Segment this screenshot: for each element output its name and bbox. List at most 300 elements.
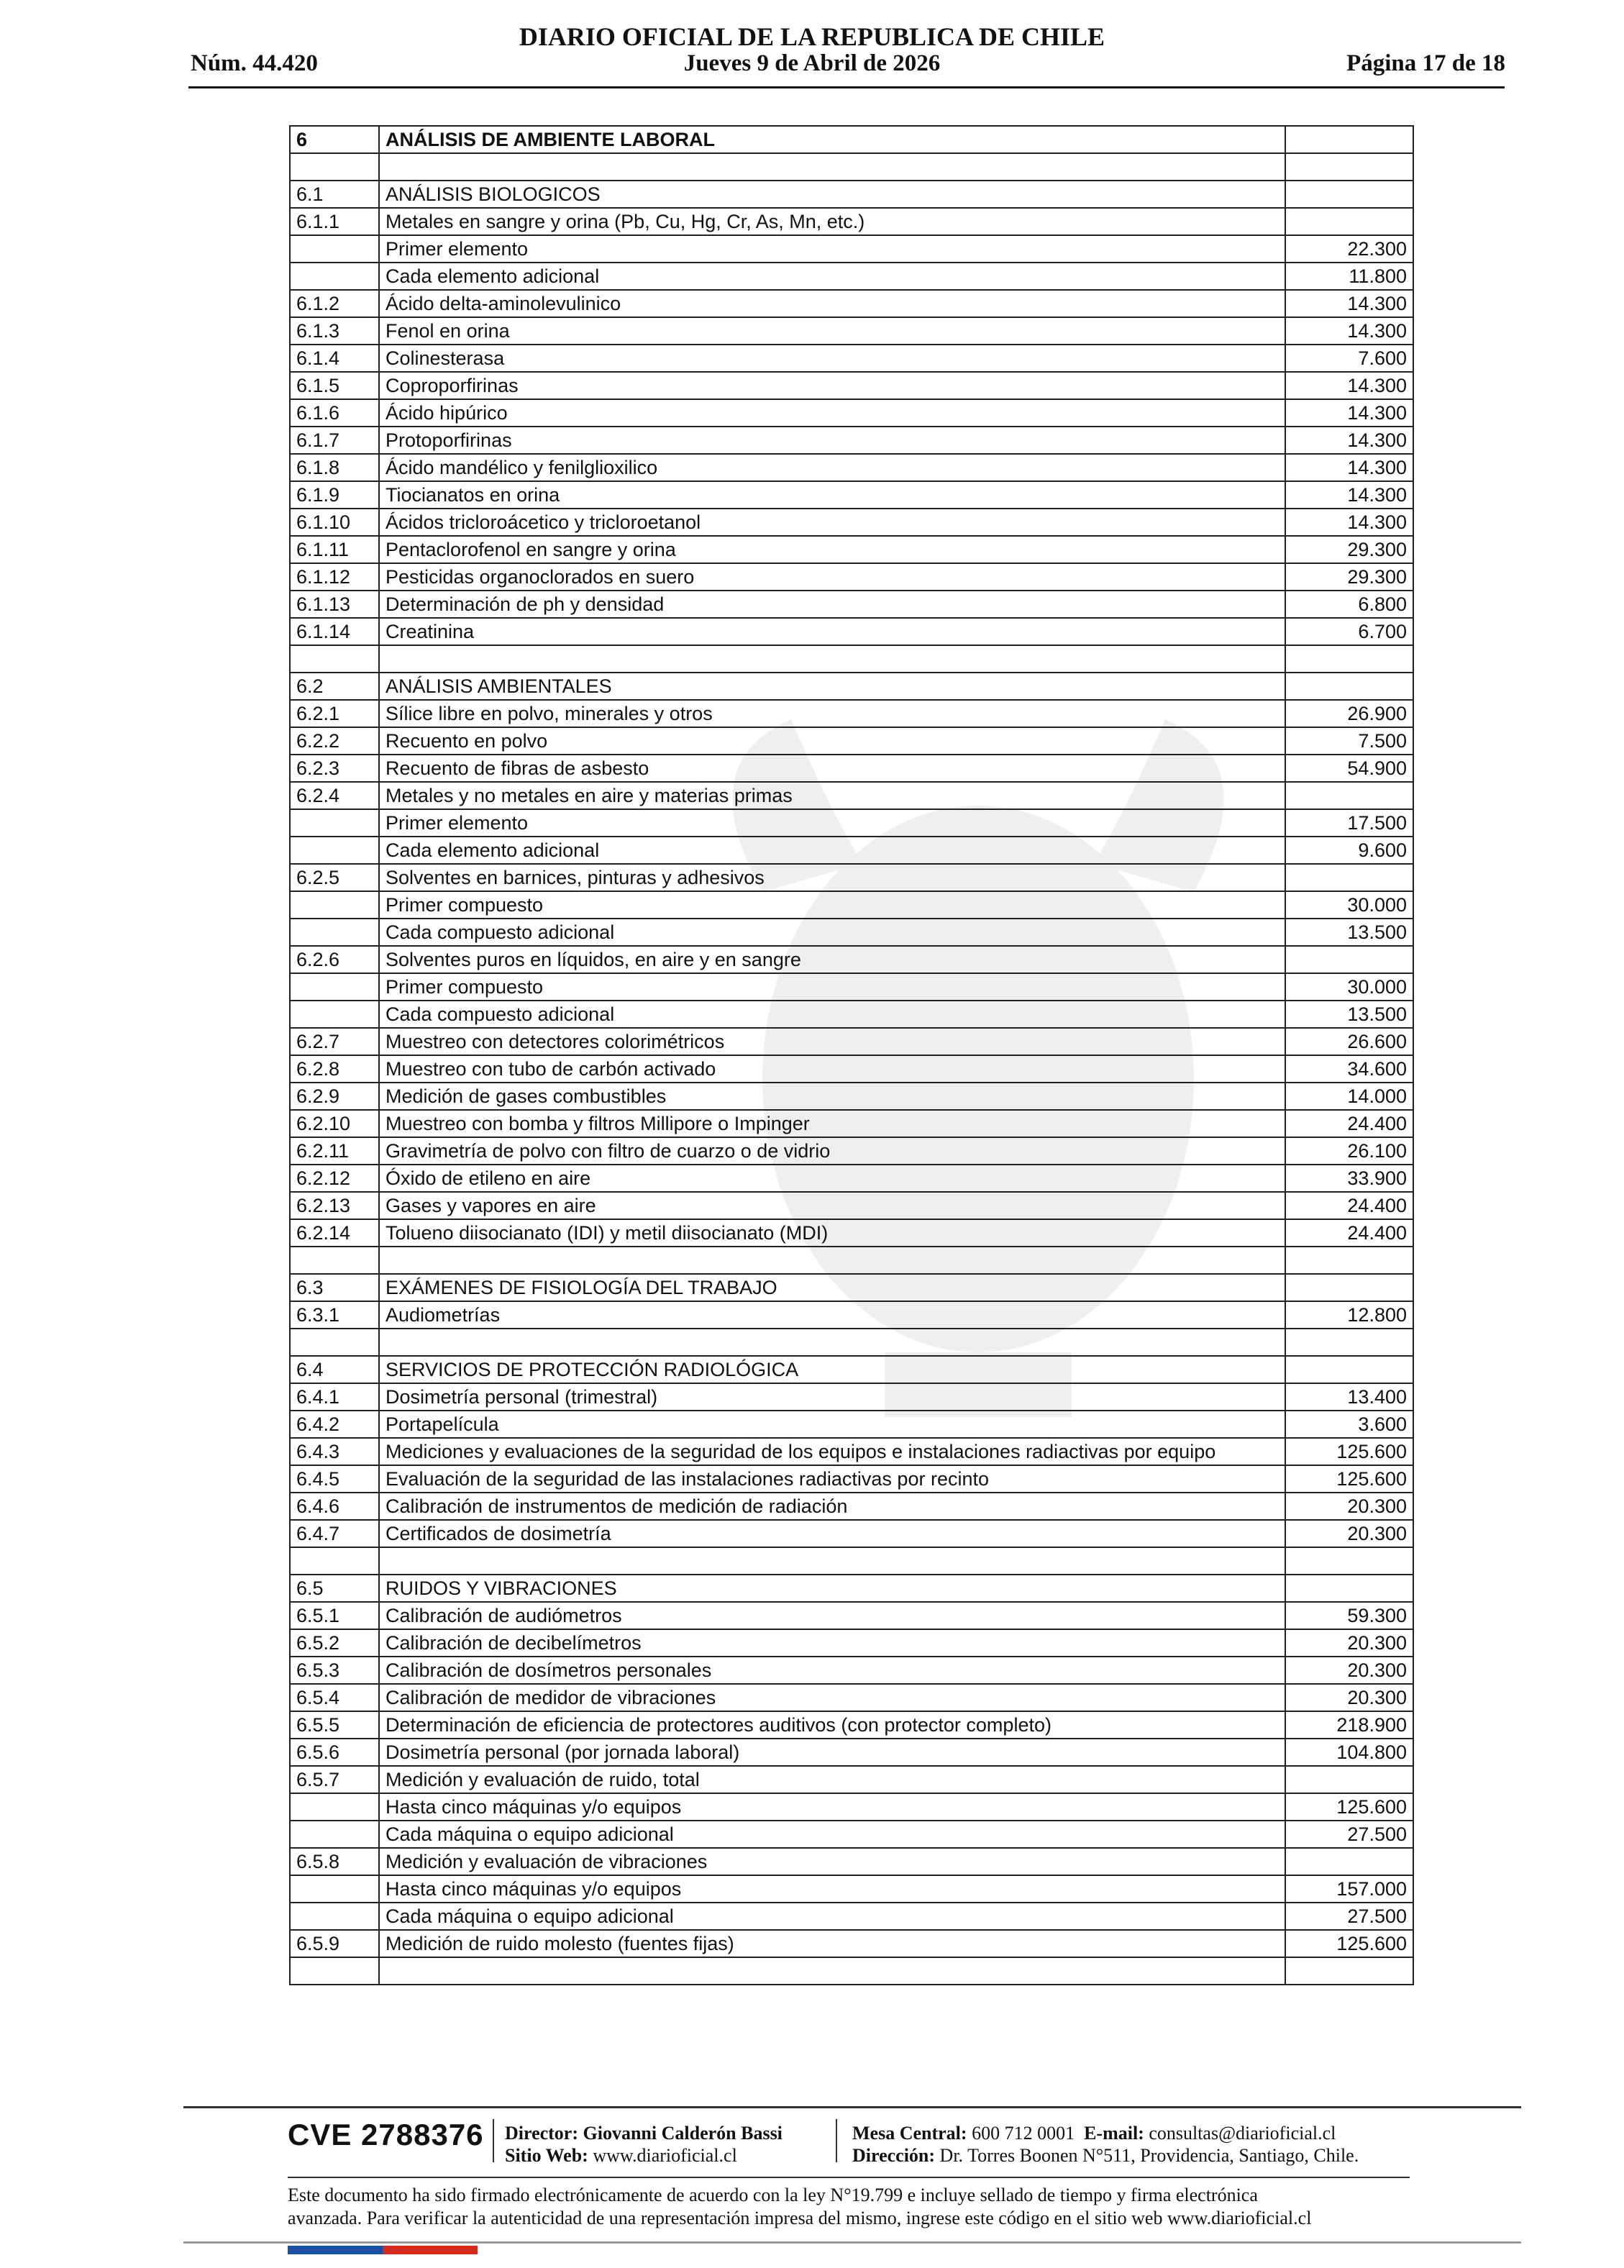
row-price xyxy=(1285,1274,1413,1301)
row-code: 6.4.3 xyxy=(290,1438,379,1465)
row-price: 14.300 xyxy=(1285,317,1413,345)
phone-value: 600 712 0001 xyxy=(972,2123,1075,2144)
row-description: Cada máquina o equipo adicional xyxy=(379,1821,1285,1848)
row-price: 125.600 xyxy=(1285,1793,1413,1821)
row-description: Hasta cinco máquinas y/o equipos xyxy=(379,1875,1285,1903)
row-code: 6.1.10 xyxy=(290,509,379,536)
row-code: 6.4 xyxy=(290,1356,379,1383)
row-code: 6.1.6 xyxy=(290,399,379,427)
table-row xyxy=(290,1219,1413,1247)
row-code: 6.1.1 xyxy=(290,208,379,235)
row-price: 26.900 xyxy=(1285,700,1413,727)
row-description: Cada elemento adicional xyxy=(379,837,1285,864)
table-row xyxy=(290,290,1413,317)
row-price: 7.600 xyxy=(1285,345,1413,372)
row-price: 7.500 xyxy=(1285,727,1413,755)
row-description: Determinación de eficiencia de protectores auditivos (con protector completo) xyxy=(379,1711,1285,1739)
row-description: Tolueno diisocianato (IDI) y metil diisocianato (MDI) xyxy=(379,1219,1285,1247)
footer-separator xyxy=(493,2119,494,2162)
row-price: 14.000 xyxy=(1285,1083,1413,1110)
row-price: 24.400 xyxy=(1285,1219,1413,1247)
table-row xyxy=(290,1110,1413,1137)
row-price xyxy=(1285,181,1413,208)
email-link[interactable]: consultas@diarioficial.cl xyxy=(1149,2123,1336,2144)
row-description: Muestreo con detectores colorimétricos xyxy=(379,1028,1285,1055)
row-code: 6.2.13 xyxy=(290,1192,379,1219)
row-description: Gravimetría de polvo con filtro de cuarzo o de vidrio xyxy=(379,1137,1285,1165)
table-row xyxy=(290,208,1413,235)
row-price: 14.300 xyxy=(1285,454,1413,481)
row-code xyxy=(290,235,379,263)
table-row xyxy=(290,1465,1413,1493)
row-description: Ácido hipúrico xyxy=(379,399,1285,427)
row-price xyxy=(1285,864,1413,891)
row-description xyxy=(379,1329,1285,1356)
issue-number: Núm. 44.420 xyxy=(191,50,318,76)
table-row xyxy=(290,1684,1413,1711)
table-row xyxy=(290,1875,1413,1903)
price-table xyxy=(289,125,1414,1985)
table-row xyxy=(290,345,1413,372)
table-row xyxy=(290,454,1413,481)
table-row xyxy=(290,1274,1413,1301)
row-description: Pentaclorofenol en sangre y orina xyxy=(379,536,1285,563)
row-code: 6.2 xyxy=(290,673,379,700)
table-row xyxy=(290,1520,1413,1547)
row-description: Primer compuesto xyxy=(379,891,1285,919)
row-code xyxy=(290,1875,379,1903)
row-price: 34.600 xyxy=(1285,1055,1413,1083)
row-code xyxy=(290,891,379,919)
row-description: Muestreo con tubo de carbón activado xyxy=(379,1055,1285,1083)
row-code: 6.5.8 xyxy=(290,1848,379,1875)
row-description: Recuento en polvo xyxy=(379,727,1285,755)
row-price: 29.300 xyxy=(1285,563,1413,591)
director-name: Giovanni Calderón Bassi xyxy=(583,2123,783,2144)
row-price: 3.600 xyxy=(1285,1411,1413,1438)
row-price xyxy=(1285,1329,1413,1356)
table-row xyxy=(290,563,1413,591)
row-price: 125.600 xyxy=(1285,1438,1413,1465)
table-row xyxy=(290,1602,1413,1629)
row-price xyxy=(1285,782,1413,809)
row-description: ANÁLISIS BIOLOGICOS xyxy=(379,181,1285,208)
row-code: 6.2.14 xyxy=(290,1219,379,1247)
row-code: 6.5.4 xyxy=(290,1684,379,1711)
row-price xyxy=(1285,1547,1413,1575)
row-description: Certificados de dosimetría xyxy=(379,1520,1285,1547)
row-description: Determinación de ph y densidad xyxy=(379,591,1285,618)
row-code: 6.1.8 xyxy=(290,454,379,481)
table-row xyxy=(290,1438,1413,1465)
row-description: Mediciones y evaluaciones de la seguridad de los equipos e instalaciones radiactivas por equipo xyxy=(379,1438,1285,1465)
table-row xyxy=(290,126,1413,153)
table-row xyxy=(290,399,1413,427)
row-price: 9.600 xyxy=(1285,837,1413,864)
row-price xyxy=(1285,1848,1413,1875)
row-description: Calibración de decibelímetros xyxy=(379,1629,1285,1657)
row-code: 6.4.6 xyxy=(290,1493,379,1520)
row-description: Cada máquina o equipo adicional xyxy=(379,1903,1285,1930)
row-code xyxy=(290,1793,379,1821)
row-description xyxy=(379,1247,1285,1274)
director-label: Director: xyxy=(505,2123,579,2144)
row-code xyxy=(290,263,379,290)
table-row xyxy=(290,509,1413,536)
row-description: Dosimetría personal (trimestral) xyxy=(379,1383,1285,1411)
phone-label: Mesa Central: xyxy=(852,2123,967,2144)
row-code xyxy=(290,1247,379,1274)
row-description xyxy=(379,645,1285,673)
row-code: 6.2.12 xyxy=(290,1165,379,1192)
row-code: 6.2.6 xyxy=(290,946,379,973)
row-price: 24.400 xyxy=(1285,1110,1413,1137)
row-description: Protoporfirinas xyxy=(379,427,1285,454)
row-code: 6 xyxy=(290,126,379,153)
website-label: Sitio Web: xyxy=(505,2145,588,2166)
issue-date: Jueves 9 de Abril de 2026 xyxy=(683,50,941,76)
row-description: SERVICIOS DE PROTECCIÓN RADIOLÓGICA xyxy=(379,1356,1285,1383)
row-price: 20.300 xyxy=(1285,1493,1413,1520)
publication-title: DIARIO OFICIAL DE LA REPUBLICA DE CHILE xyxy=(519,22,1105,51)
table-row xyxy=(290,1083,1413,1110)
row-description xyxy=(379,153,1285,181)
row-description xyxy=(379,1957,1285,1985)
table-row xyxy=(290,1055,1413,1083)
row-code xyxy=(290,645,379,673)
row-code: 6.1.3 xyxy=(290,317,379,345)
table-row xyxy=(290,1793,1413,1821)
row-price: 20.300 xyxy=(1285,1684,1413,1711)
table-row xyxy=(290,946,1413,973)
row-code: 6.1.11 xyxy=(290,536,379,563)
row-description: Colinesterasa xyxy=(379,345,1285,372)
row-code: 6.2.11 xyxy=(290,1137,379,1165)
row-description: Gases y vapores en aire xyxy=(379,1192,1285,1219)
row-description: Coproporfirinas xyxy=(379,372,1285,399)
row-code: 6.4.7 xyxy=(290,1520,379,1547)
legal-notice xyxy=(288,2184,1438,2230)
row-code: 6.5 xyxy=(290,1575,379,1602)
row-description: Evaluación de la seguridad de las instalaciones radiactivas por recinto xyxy=(379,1465,1285,1493)
row-code xyxy=(290,1957,379,1985)
row-code: 6.2.5 xyxy=(290,864,379,891)
row-code: 6.1.4 xyxy=(290,345,379,372)
row-price xyxy=(1285,946,1413,973)
row-code: 6.5.1 xyxy=(290,1602,379,1629)
row-description: Sílice libre en polvo, minerales y otros xyxy=(379,700,1285,727)
row-description: Dosimetría personal (por jornada laboral) xyxy=(379,1739,1285,1766)
row-description: EXÁMENES DE FISIOLOGÍA DEL TRABAJO xyxy=(379,1274,1285,1301)
row-price: 14.300 xyxy=(1285,509,1413,536)
table-row xyxy=(290,1137,1413,1165)
table-row xyxy=(290,1001,1413,1028)
table-row xyxy=(290,1028,1413,1055)
table-row xyxy=(290,153,1413,181)
footer-contact-block xyxy=(852,2122,1359,2167)
row-description: Cada elemento adicional xyxy=(379,263,1285,290)
table-row xyxy=(290,782,1413,809)
row-price: 20.300 xyxy=(1285,1629,1413,1657)
row-description: Tiocianatos en orina xyxy=(379,481,1285,509)
row-description: Ácido delta-aminolevulinico xyxy=(379,290,1285,317)
table-row xyxy=(290,1383,1413,1411)
row-description: Cada compuesto adicional xyxy=(379,919,1285,946)
row-code: 6.3.1 xyxy=(290,1301,379,1329)
row-price: 54.900 xyxy=(1285,755,1413,782)
table-row xyxy=(290,536,1413,563)
row-code xyxy=(290,1903,379,1930)
table-row xyxy=(290,1657,1413,1684)
table-row xyxy=(290,372,1413,399)
table-row xyxy=(290,317,1413,345)
table-row xyxy=(290,1192,1413,1219)
row-code xyxy=(290,1329,379,1356)
row-price: 13.500 xyxy=(1285,1001,1413,1028)
header-divider xyxy=(188,86,1505,88)
table-row xyxy=(290,1493,1413,1520)
table-row xyxy=(290,591,1413,618)
table-row xyxy=(290,481,1413,509)
row-price: 29.300 xyxy=(1285,536,1413,563)
bottom-divider xyxy=(183,2241,1521,2244)
row-price: 14.300 xyxy=(1285,427,1413,454)
row-description: Fenol en orina xyxy=(379,317,1285,345)
row-price xyxy=(1285,153,1413,181)
row-price: 20.300 xyxy=(1285,1520,1413,1547)
row-code: 6.1.2 xyxy=(290,290,379,317)
row-code: 6.3 xyxy=(290,1274,379,1301)
row-description: Calibración de dosímetros personales xyxy=(379,1657,1285,1684)
cve-code: CVE 2788376 xyxy=(288,2118,484,2151)
table-row xyxy=(290,1329,1413,1356)
row-code: 6.5.3 xyxy=(290,1657,379,1684)
row-price: 24.400 xyxy=(1285,1192,1413,1219)
row-description: Ácidos tricloroácetico y tricloroetanol xyxy=(379,509,1285,536)
row-price: 33.900 xyxy=(1285,1165,1413,1192)
row-code: 6.1.12 xyxy=(290,563,379,591)
row-price: 26.600 xyxy=(1285,1028,1413,1055)
table-row xyxy=(290,1165,1413,1192)
table-row xyxy=(290,427,1413,454)
table-row xyxy=(290,618,1413,645)
footer-director-block xyxy=(505,2122,783,2167)
row-price: 27.500 xyxy=(1285,1903,1413,1930)
row-description: RUIDOS Y VIBRACIONES xyxy=(379,1575,1285,1602)
row-description: Primer elemento xyxy=(379,235,1285,263)
table-row xyxy=(290,1848,1413,1875)
row-description: Ácido mandélico y fenilglioxilico xyxy=(379,454,1285,481)
footer-divider xyxy=(183,2106,1521,2108)
table-row xyxy=(290,235,1413,263)
row-code xyxy=(290,1821,379,1848)
row-description: Medición y evaluación de ruido, total xyxy=(379,1766,1285,1793)
row-price: 22.300 xyxy=(1285,235,1413,263)
row-price: 157.000 xyxy=(1285,1875,1413,1903)
row-description: Pesticidas organoclorados en suero xyxy=(379,563,1285,591)
row-price: 14.300 xyxy=(1285,399,1413,427)
table-row xyxy=(290,973,1413,1001)
row-description: Audiometrías xyxy=(379,1301,1285,1329)
table-row xyxy=(290,1356,1413,1383)
address-label: Dirección: xyxy=(852,2145,936,2166)
row-description: Medición y evaluación de vibraciones xyxy=(379,1848,1285,1875)
row-price: 17.500 xyxy=(1285,809,1413,837)
row-code: 6.2.3 xyxy=(290,755,379,782)
flag-red-stripe xyxy=(383,2246,478,2254)
row-code: 6.4.1 xyxy=(290,1383,379,1411)
row-price xyxy=(1285,1575,1413,1602)
row-code: 6.2.10 xyxy=(290,1110,379,1137)
row-code xyxy=(290,973,379,1001)
row-price: 14.300 xyxy=(1285,372,1413,399)
row-price: 20.300 xyxy=(1285,1657,1413,1684)
row-description: Calibración de audiómetros xyxy=(379,1602,1285,1629)
row-description: Cada compuesto adicional xyxy=(379,1001,1285,1028)
footer-separator xyxy=(836,2119,837,2162)
row-description: Metales en sangre y orina (Pb, Cu, Hg, Cr, As, Mn, etc.) xyxy=(379,208,1285,235)
row-description: Muestreo con bomba y filtros Millipore o Impinger xyxy=(379,1110,1285,1137)
row-code xyxy=(290,1547,379,1575)
table-row xyxy=(290,727,1413,755)
row-code: 6.1.5 xyxy=(290,372,379,399)
table-row xyxy=(290,263,1413,290)
row-price xyxy=(1285,1957,1413,1985)
row-code xyxy=(290,153,379,181)
row-price: 11.800 xyxy=(1285,263,1413,290)
row-code: 6.4.5 xyxy=(290,1465,379,1493)
row-code: 6.5.5 xyxy=(290,1711,379,1739)
table-row xyxy=(290,1821,1413,1848)
row-description: ANÁLISIS DE AMBIENTE LABORAL xyxy=(379,126,1285,153)
row-price: 13.500 xyxy=(1285,919,1413,946)
row-description: Creatinina xyxy=(379,618,1285,645)
row-price: 218.900 xyxy=(1285,1711,1413,1739)
row-code: 6.2.9 xyxy=(290,1083,379,1110)
footer-divider xyxy=(288,2177,1410,2178)
address-value: Dr. Torres Boonen N°511, Providencia, Santiago, Chile. xyxy=(939,2145,1359,2166)
table-row xyxy=(290,1547,1413,1575)
row-description: Óxido de etileno en aire xyxy=(379,1165,1285,1192)
table-row xyxy=(290,1903,1413,1930)
row-price: 26.100 xyxy=(1285,1137,1413,1165)
row-price: 14.300 xyxy=(1285,290,1413,317)
row-price xyxy=(1285,1356,1413,1383)
row-code: 6.2.8 xyxy=(290,1055,379,1083)
row-price: 104.800 xyxy=(1285,1739,1413,1766)
page-indicator: Página 17 de 18 xyxy=(1346,50,1505,76)
table-row xyxy=(290,755,1413,782)
row-code xyxy=(290,837,379,864)
row-code: 6.1.14 xyxy=(290,618,379,645)
legal-line: avanzada. Para verificar la autenticidad de una representación impresa del mismo, ingrese este código en el sitio web www.diarioficial.cl xyxy=(288,2208,1312,2228)
row-price: 125.600 xyxy=(1285,1930,1413,1957)
table-row xyxy=(290,1411,1413,1438)
row-code: 6.1.13 xyxy=(290,591,379,618)
row-description: Primer compuesto xyxy=(379,973,1285,1001)
row-price: 59.300 xyxy=(1285,1602,1413,1629)
table-row xyxy=(290,1957,1413,1985)
row-code: 6.2.1 xyxy=(290,700,379,727)
table-row xyxy=(290,1766,1413,1793)
row-description: Metales y no metales en aire y materias primas xyxy=(379,782,1285,809)
row-code: 6.1 xyxy=(290,181,379,208)
row-price: 27.500 xyxy=(1285,1821,1413,1848)
flag-blue-stripe xyxy=(288,2246,383,2254)
row-description: Solventes puros en líquidos, en aire y en sangre xyxy=(379,946,1285,973)
email-label: E-mail: xyxy=(1084,2123,1144,2144)
row-code: 6.2.7 xyxy=(290,1028,379,1055)
row-code: 6.1.7 xyxy=(290,427,379,454)
table-row xyxy=(290,837,1413,864)
row-price: 30.000 xyxy=(1285,891,1413,919)
row-description: Solventes en barnices, pinturas y adhesivos xyxy=(379,864,1285,891)
row-description: Recuento de fibras de asbesto xyxy=(379,755,1285,782)
row-price: 14.300 xyxy=(1285,481,1413,509)
table-row xyxy=(290,1575,1413,1602)
table-row xyxy=(290,864,1413,891)
row-code: 6.2.2 xyxy=(290,727,379,755)
row-code: 6.5.2 xyxy=(290,1629,379,1657)
row-description: Hasta cinco máquinas y/o equipos xyxy=(379,1793,1285,1821)
row-code: 6.5.7 xyxy=(290,1766,379,1793)
legal-line: Este documento ha sido firmado electrónicamente de acuerdo con la ley N°19.799 e incluye sellado de tiempo y firma electrónica xyxy=(288,2185,1258,2205)
table-row xyxy=(290,1930,1413,1957)
row-code: 6.1.9 xyxy=(290,481,379,509)
row-price: 6.800 xyxy=(1285,591,1413,618)
row-price xyxy=(1285,208,1413,235)
table-row xyxy=(290,645,1413,673)
row-code: 6.2.4 xyxy=(290,782,379,809)
row-code: 6.4.2 xyxy=(290,1411,379,1438)
row-description: Portapelícula xyxy=(379,1411,1285,1438)
table-row xyxy=(290,1301,1413,1329)
table-row xyxy=(290,1629,1413,1657)
row-description: Medición de ruido molesto (fuentes fijas) xyxy=(379,1930,1285,1957)
table-row xyxy=(290,673,1413,700)
table-row xyxy=(290,809,1413,837)
row-code xyxy=(290,809,379,837)
row-price: 30.000 xyxy=(1285,973,1413,1001)
row-price xyxy=(1285,645,1413,673)
table-row xyxy=(290,1247,1413,1274)
row-price xyxy=(1285,126,1413,153)
row-price: 12.800 xyxy=(1285,1301,1413,1329)
row-price: 13.400 xyxy=(1285,1383,1413,1411)
row-price xyxy=(1285,673,1413,700)
table-row xyxy=(290,919,1413,946)
page-header xyxy=(0,0,1624,101)
table-row xyxy=(290,181,1413,208)
row-description: Calibración de instrumentos de medición de radiación xyxy=(379,1493,1285,1520)
table-row xyxy=(290,891,1413,919)
table-row xyxy=(290,700,1413,727)
row-code: 6.5.6 xyxy=(290,1739,379,1766)
row-description: Primer elemento xyxy=(379,809,1285,837)
row-price: 125.600 xyxy=(1285,1465,1413,1493)
row-code: 6.5.9 xyxy=(290,1930,379,1957)
row-description: ANÁLISIS AMBIENTALES xyxy=(379,673,1285,700)
website-link[interactable]: www.diarioficial.cl xyxy=(593,2145,737,2166)
row-description xyxy=(379,1547,1285,1575)
row-description: Medición de gases combustibles xyxy=(379,1083,1285,1110)
table-row xyxy=(290,1711,1413,1739)
row-price: 6.700 xyxy=(1285,618,1413,645)
row-price xyxy=(1285,1766,1413,1793)
row-price xyxy=(1285,1247,1413,1274)
table-row xyxy=(290,1739,1413,1766)
row-code xyxy=(290,919,379,946)
